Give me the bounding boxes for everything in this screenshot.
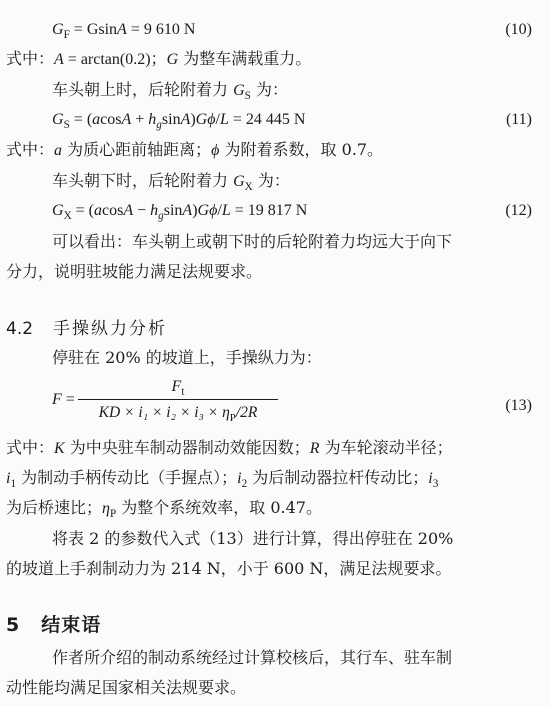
where-k-line-3 <box>6 498 322 521</box>
paragraph-1-line-1: 可以看出：车头朝上或朝下时的后轮附着力均远大于向下 <box>52 232 453 251</box>
eq11-big-g: G <box>195 111 208 128</box>
equation-13-lhs <box>52 392 75 408</box>
where-a-pre: 式中： <box>6 49 55 68</box>
equation-number-13: (13) <box>505 397 532 414</box>
section-4-2-title: 手操纵力分析 <box>53 319 168 339</box>
paragraph-2-line-1: 将表 2 的参数代入式（13）进行计算，得出停驻在 20% <box>52 529 454 548</box>
where-k-var-i1: i <box>6 470 11 487</box>
eq10-lhs: G <box>52 21 64 38</box>
eq13-numerator-sub: t <box>181 386 185 399</box>
eq12-h: h <box>150 202 159 219</box>
where-k-var-eta: η <box>102 500 110 517</box>
equation-13-fraction <box>78 378 278 425</box>
eq11-plus: + <box>131 111 149 128</box>
where-k-line-2 <box>6 468 439 491</box>
uphill-intro-post: 为： <box>250 80 288 99</box>
eq12-g: g <box>158 210 164 223</box>
section-5-heading <box>6 616 101 635</box>
where-a2-post: 为附着系数，取 0.7。 <box>219 140 384 159</box>
where-k-var-i3: i <box>428 470 433 487</box>
eq12-l: L <box>221 202 231 219</box>
eq11-cos: cos <box>100 111 122 128</box>
paragraph-3-line-2: 动性能均满足国家相关法规要求。 <box>6 678 247 697</box>
section-4-2-heading <box>6 321 167 338</box>
where-a-var-g: G <box>166 51 179 68</box>
eq11-open: = ( <box>69 111 93 128</box>
where-k-i2-sub: 2 <box>241 478 248 491</box>
paragraph-2-line-2: 的坡道上手刹制动力为 214 N，小于 600 N，满足法规要求。 <box>6 559 452 578</box>
eq13-lhs: F <box>52 391 62 408</box>
eq12-a1: A <box>123 202 134 219</box>
uphill-intro-var: G <box>233 82 245 99</box>
uphill-intro-sub: S <box>244 90 251 103</box>
eq12-close: ) <box>192 202 198 219</box>
eq11-lhs: G <box>52 111 64 128</box>
eq11-slash: / <box>215 111 220 128</box>
where-a-post: 为整车满载重力。 <box>178 49 312 68</box>
eq11-phi: ϕ <box>207 111 216 128</box>
downhill-intro-sub: X <box>244 181 253 194</box>
uphill-intro-line <box>52 80 288 103</box>
eq11-a1: A <box>121 111 132 128</box>
where-a-mid: = arctan(0.2)； <box>63 51 167 68</box>
where-a-line <box>6 51 311 68</box>
eq11-a: a <box>92 111 101 128</box>
equation-12 <box>52 202 308 223</box>
eq12-phi: ϕ <box>209 202 218 219</box>
downhill-intro-line <box>52 171 290 194</box>
eq11-g: g <box>156 119 162 132</box>
where-a2-mid: 为质心距前轴距离； <box>62 140 212 159</box>
eq13-numerator-f: F <box>171 378 182 395</box>
fraction-bar <box>78 399 278 400</box>
eq12-sin: sin <box>163 202 183 219</box>
where-k-eta-sub: P <box>109 508 117 521</box>
where-k-mid: 为中央驻车制动器制动效能因数； <box>64 438 310 457</box>
eq10-lhs-sub: F <box>63 29 70 42</box>
where-k-l3-post: 为整个系统效率，取 0.47。 <box>116 498 322 517</box>
eq13-denominator-body: KD × i₁ × i₂ × i₃ × η <box>98 404 230 421</box>
where-a-var-a: A <box>54 51 64 68</box>
equation-11 <box>52 111 306 132</box>
downhill-intro-post: 为： <box>252 171 290 190</box>
eq12-slash: / <box>217 202 222 219</box>
eq12-lhs-sub: X <box>63 210 72 223</box>
where-k-i1-sub: 1 <box>10 478 17 491</box>
eq12-value: = 19 817 N <box>230 202 308 219</box>
eq13-numerator <box>78 378 278 399</box>
paragraph-1-line-2: 分力，说明驻坡能力满足法规要求。 <box>6 262 263 281</box>
where-k-var-i2: i <box>237 470 242 487</box>
where-a2-pre: 式中： <box>6 140 55 159</box>
eq12-open: = ( <box>71 202 95 219</box>
eq12-big-g: G <box>197 202 210 219</box>
where-k-mid2: 为后制动器拉杆传动比； <box>247 468 429 487</box>
eq12-lhs: G <box>52 202 64 219</box>
where-k-var-k: K <box>54 440 65 457</box>
eq13-equals: = <box>61 391 75 408</box>
where-k-var-r: R <box>309 440 320 457</box>
parking-force-line: 停驻在 20% 的坡道上，手操纵力为： <box>52 348 322 367</box>
eq11-sin: sin <box>161 111 181 128</box>
where-k-l3-pre: 为后桥速比； <box>6 498 103 517</box>
eq11-a2: A <box>180 111 191 128</box>
where-k-mid1: 为制动手柄传动比（手握点）； <box>16 468 238 487</box>
eq13-denominator <box>78 404 278 425</box>
eq11-l: L <box>219 111 229 128</box>
eq12-a2: A <box>182 202 193 219</box>
where-a2-var-a: a <box>54 142 63 159</box>
where-k-pre: 式中： <box>6 438 55 457</box>
eq11-value: = 24 445 N <box>228 111 306 128</box>
equation-10 <box>52 21 196 42</box>
equation-number-12: (12) <box>505 202 532 219</box>
section-5-title: 结束语 <box>41 614 102 636</box>
equation-number-11: (11) <box>505 111 532 128</box>
where-k-i3-sub: 3 <box>432 478 439 491</box>
where-a2-var-phi: ϕ <box>211 142 220 159</box>
paragraph-3-line-1: 作者所介绍的制动系统经过计算校核后，其行车、驻车制 <box>52 648 453 667</box>
downhill-intro-var: G <box>233 173 245 190</box>
where-k-line-1 <box>6 440 453 457</box>
where-k-post: 为车轮滚动半径； <box>319 438 453 457</box>
eq12-cos: cos <box>102 202 124 219</box>
eq12-a: a <box>94 202 103 219</box>
eq10-rhs-b: A <box>117 21 127 38</box>
eq13-denominator-sub: P <box>229 412 236 425</box>
eq10-rhs-a: = Gsin <box>69 21 118 38</box>
section-5-number: 5 <box>6 614 20 636</box>
section-4-2-number: 4.2 <box>6 319 34 339</box>
where-a2-line <box>6 142 383 159</box>
eq13-denominator-tail: /2R <box>235 404 258 421</box>
eq12-minus: − <box>133 202 151 219</box>
downhill-intro-text: 车头朝下时，后轮附着力 <box>52 171 234 190</box>
eq11-lhs-sub: S <box>63 119 70 132</box>
eq11-h: h <box>148 111 157 128</box>
eq11-close: ) <box>190 111 196 128</box>
uphill-intro-text: 车头朝上时，后轮附着力 <box>52 80 234 99</box>
eq10-rhs <box>70 21 117 38</box>
eq10-rhs-c: = 9 610 N <box>126 21 196 38</box>
equation-number-10: (10) <box>505 21 532 38</box>
